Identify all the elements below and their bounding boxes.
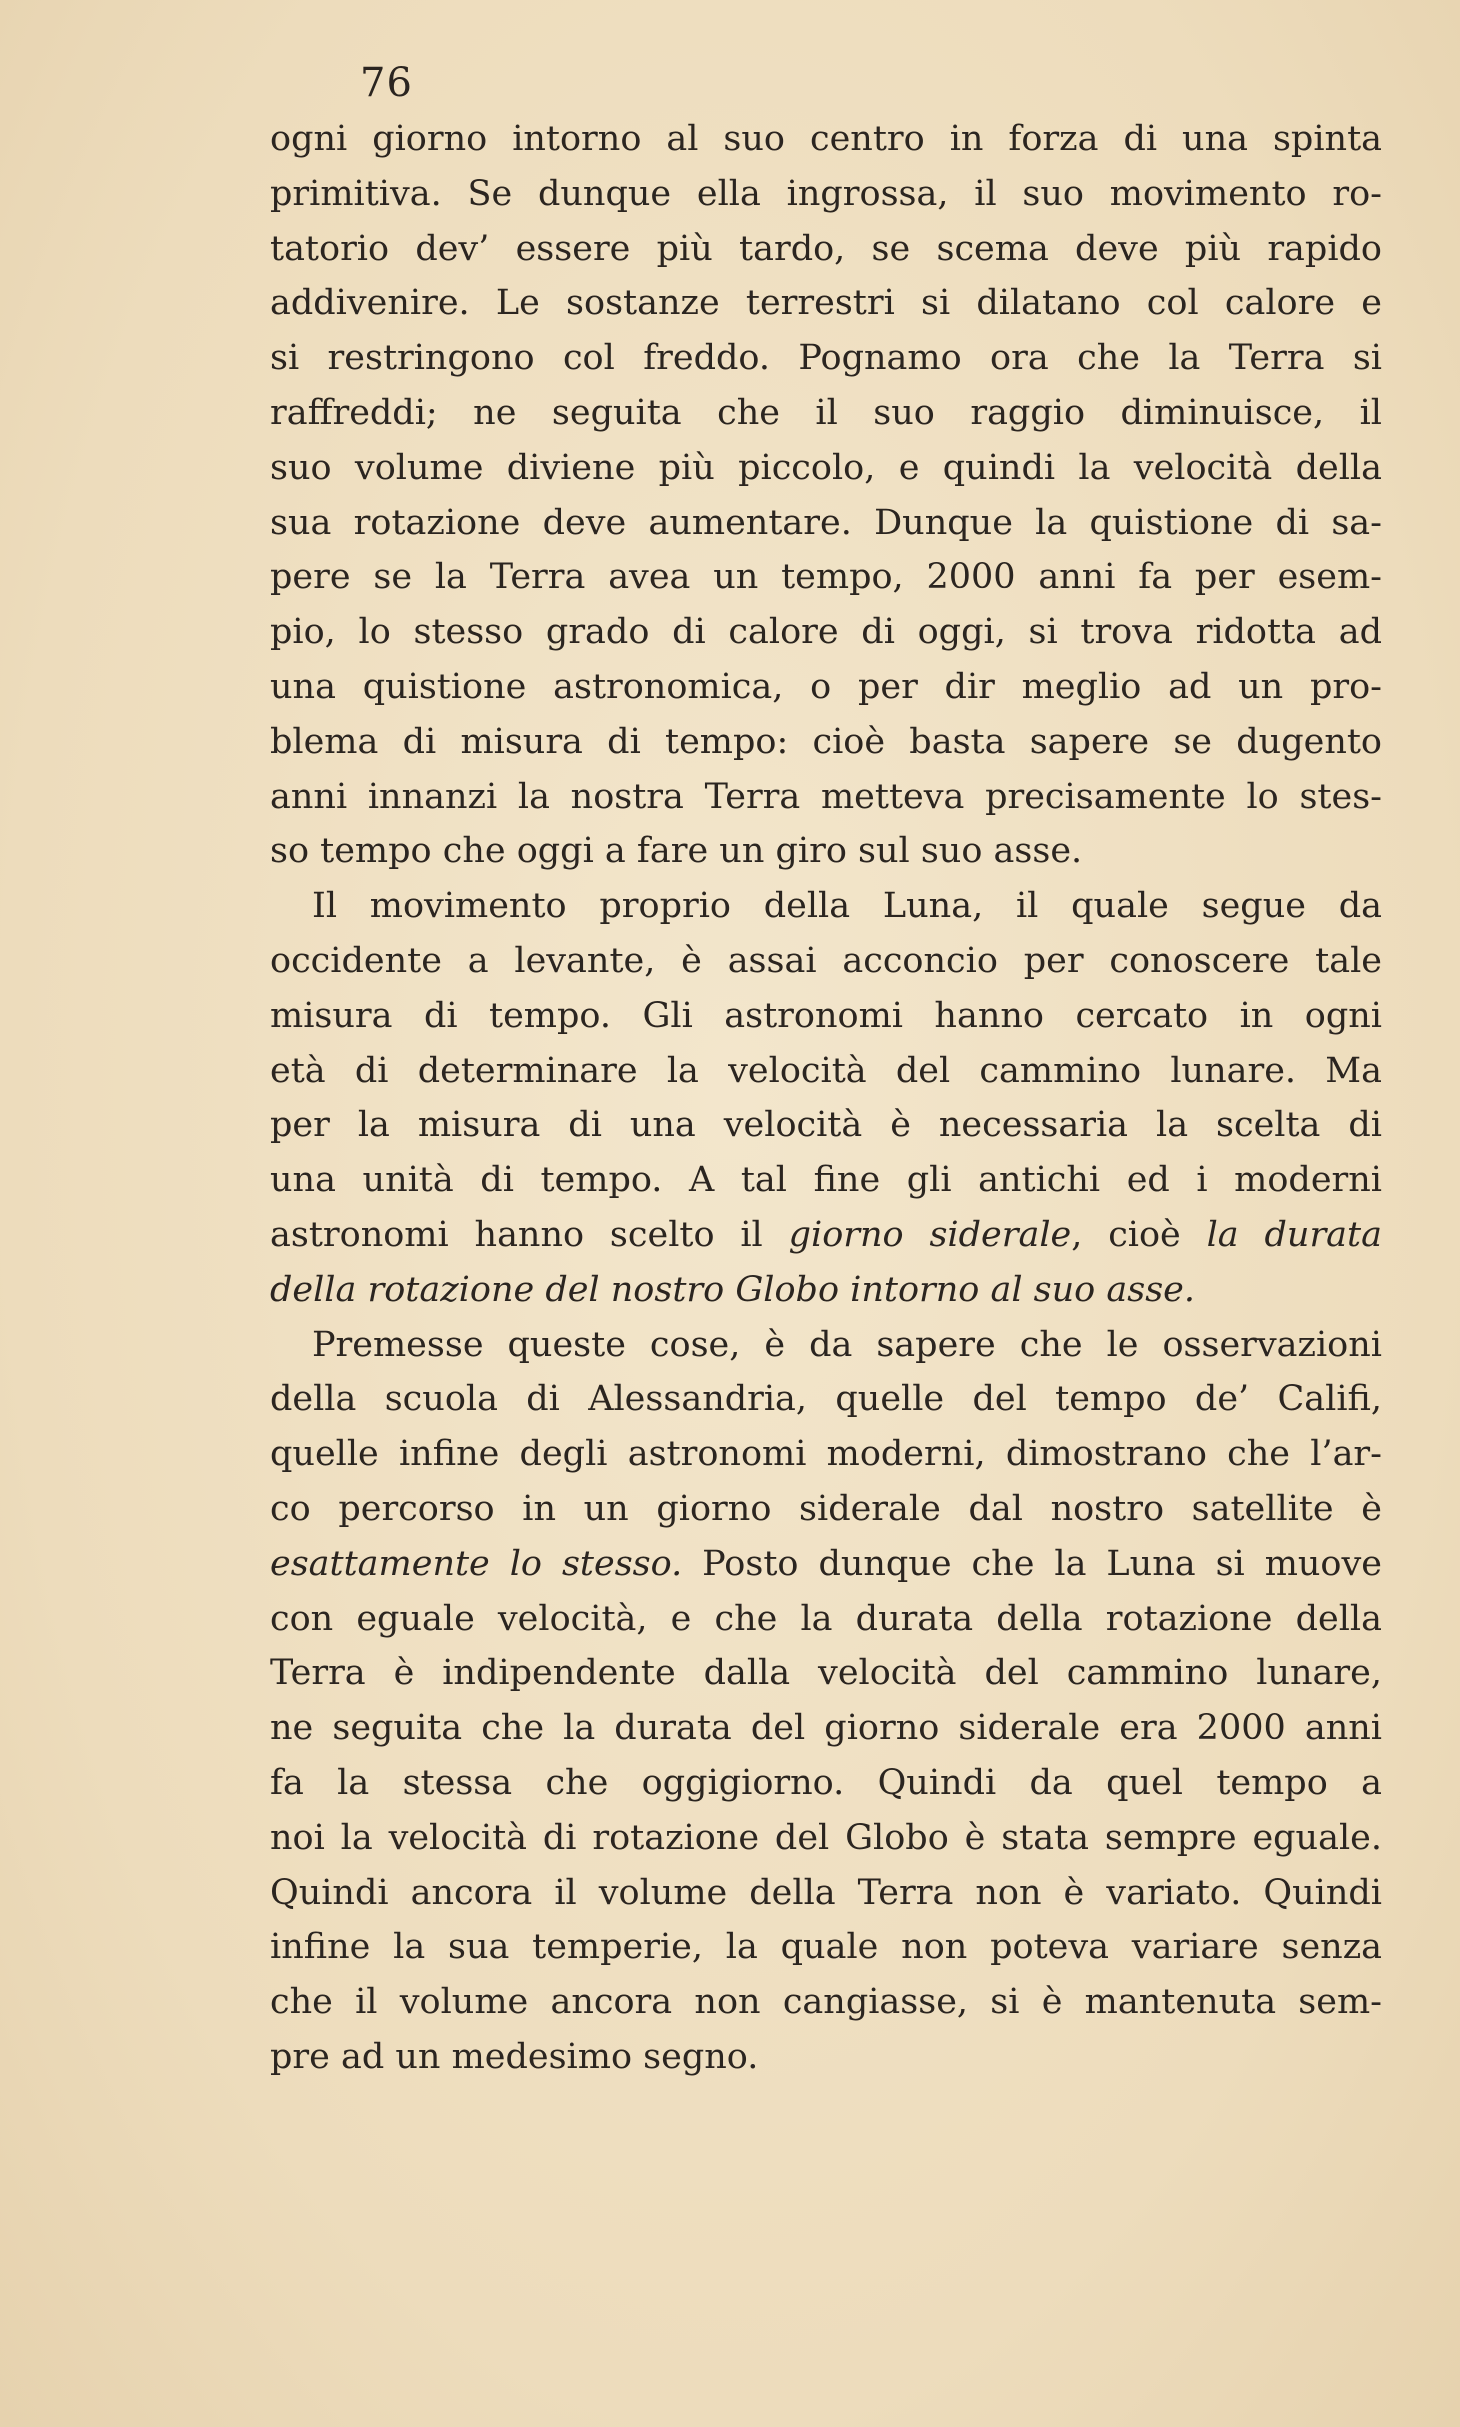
text-line: si restringono col freddo. Pognamo ora che la Terra si [270,338,1382,379]
text-line: pio, lo stesso grado di calore di oggi, si trova ridotta ad [270,612,1382,653]
text-run: , cioè [1071,1214,1207,1255]
text-line: una quistione astronomica, o per dir meglio ad un pro- [270,666,1382,707]
text-line: pere se la Terra avea un tempo, 2000 anni fa per esem- [270,557,1382,598]
text-line: infine la sua temperie, la quale non poteva variare senza [270,1927,1382,1968]
text-line: tatorio dev’ essere più tardo, se scema deve più rapido [270,228,1382,269]
text-line: blema di misura di tempo: cioè basta sapere se dugento [270,721,1382,762]
text-line: anni innanzi la nostra Terra metteva precisamente lo stes- [270,776,1382,817]
text-line: età di determinare la velocità del cammino lunare. Ma [270,1050,1382,1091]
text-line: ne seguita che la durata del giorno siderale era 2000 anni [270,1708,1382,1749]
text-line: so tempo che oggi a fare un giro sul suo asse. [270,831,1083,872]
italic-run: esattamente lo stesso. [270,1543,683,1584]
text-line: misura di tempo. Gli astronomi hanno cercato in ogni [270,995,1382,1036]
paragraph-2 [270,879,1382,1317]
text-line: Il movimento proprio della Luna, il quale segue da [312,886,1382,927]
page-number: 76 [360,60,413,106]
text-line: che il volume ancora non cangiasse, si è mantenuta sem- [270,1982,1382,2023]
text-line-italic: della rotazione del nostro Globo intorno al suo asse. [270,1269,1196,1310]
paragraph-1 [270,112,1382,879]
text-line: una unità di tempo. A tal fine gli antichi ed i moderni [270,1160,1382,1201]
text-line: fa la stessa che oggigiorno. Quindi da quel tempo a [270,1762,1382,1803]
text-line: per la misura di una velocità è necessaria la scelta di [270,1105,1382,1146]
text-line: raffreddi; ne seguita che il suo raggio diminuisce, il [270,392,1382,433]
text-line: con eguale velocità, e che la durata della rotazione della [270,1598,1382,1639]
text-line: occidente a levante, è assai acconcio per conoscere tale [270,940,1382,981]
paragraph-3 [270,1318,1382,2085]
text-line: sua rotazione deve aumentare. Dunque la quistione di sa- [270,502,1382,543]
text-line: Quindi ancora il volume della Terra non è variato. Quindi [270,1872,1382,1913]
text-line: pre ad un medesimo segno. [270,2036,759,2077]
italic-run: la durata [1206,1214,1382,1255]
text-run: Posto dunque che la Luna si muove [682,1543,1382,1584]
body-text [270,112,1382,2085]
text-line: suo volume diviene più piccolo, e quindi la velocità della [270,447,1382,488]
text-line: co percorso in un giorno siderale dal nostro satellite è [270,1488,1382,1529]
text-line: della scuola di Alessandria, quelle del tempo de’ Califi, [270,1379,1382,1420]
italic-run: giorno siderale [788,1214,1072,1255]
text-line: quelle infine degli astronomi moderni, dimostrano che l’ar- [270,1434,1382,1475]
text-run: astronomi hanno scelto il [270,1214,789,1255]
text-line: primitiva. Se dunque ella ingrossa, il suo movimento ro- [270,173,1382,214]
text-line: ogni giorno intorno al suo centro in forza di una spinta [270,119,1382,159]
text-line: addivenire. Le sostanze terrestri si dilatano col calore e [270,283,1382,324]
text-line-mixed [270,1537,1382,1592]
text-line-mixed [270,1208,1382,1263]
text-line: noi la velocità di rotazione del Globo è stata sempre eguale. [270,1817,1382,1858]
text-line: Terra è indipendente dalla velocità del cammino lunare, [270,1653,1382,1694]
text-line: Premesse queste cose, è da sapere che le osservazioni [312,1324,1382,1365]
